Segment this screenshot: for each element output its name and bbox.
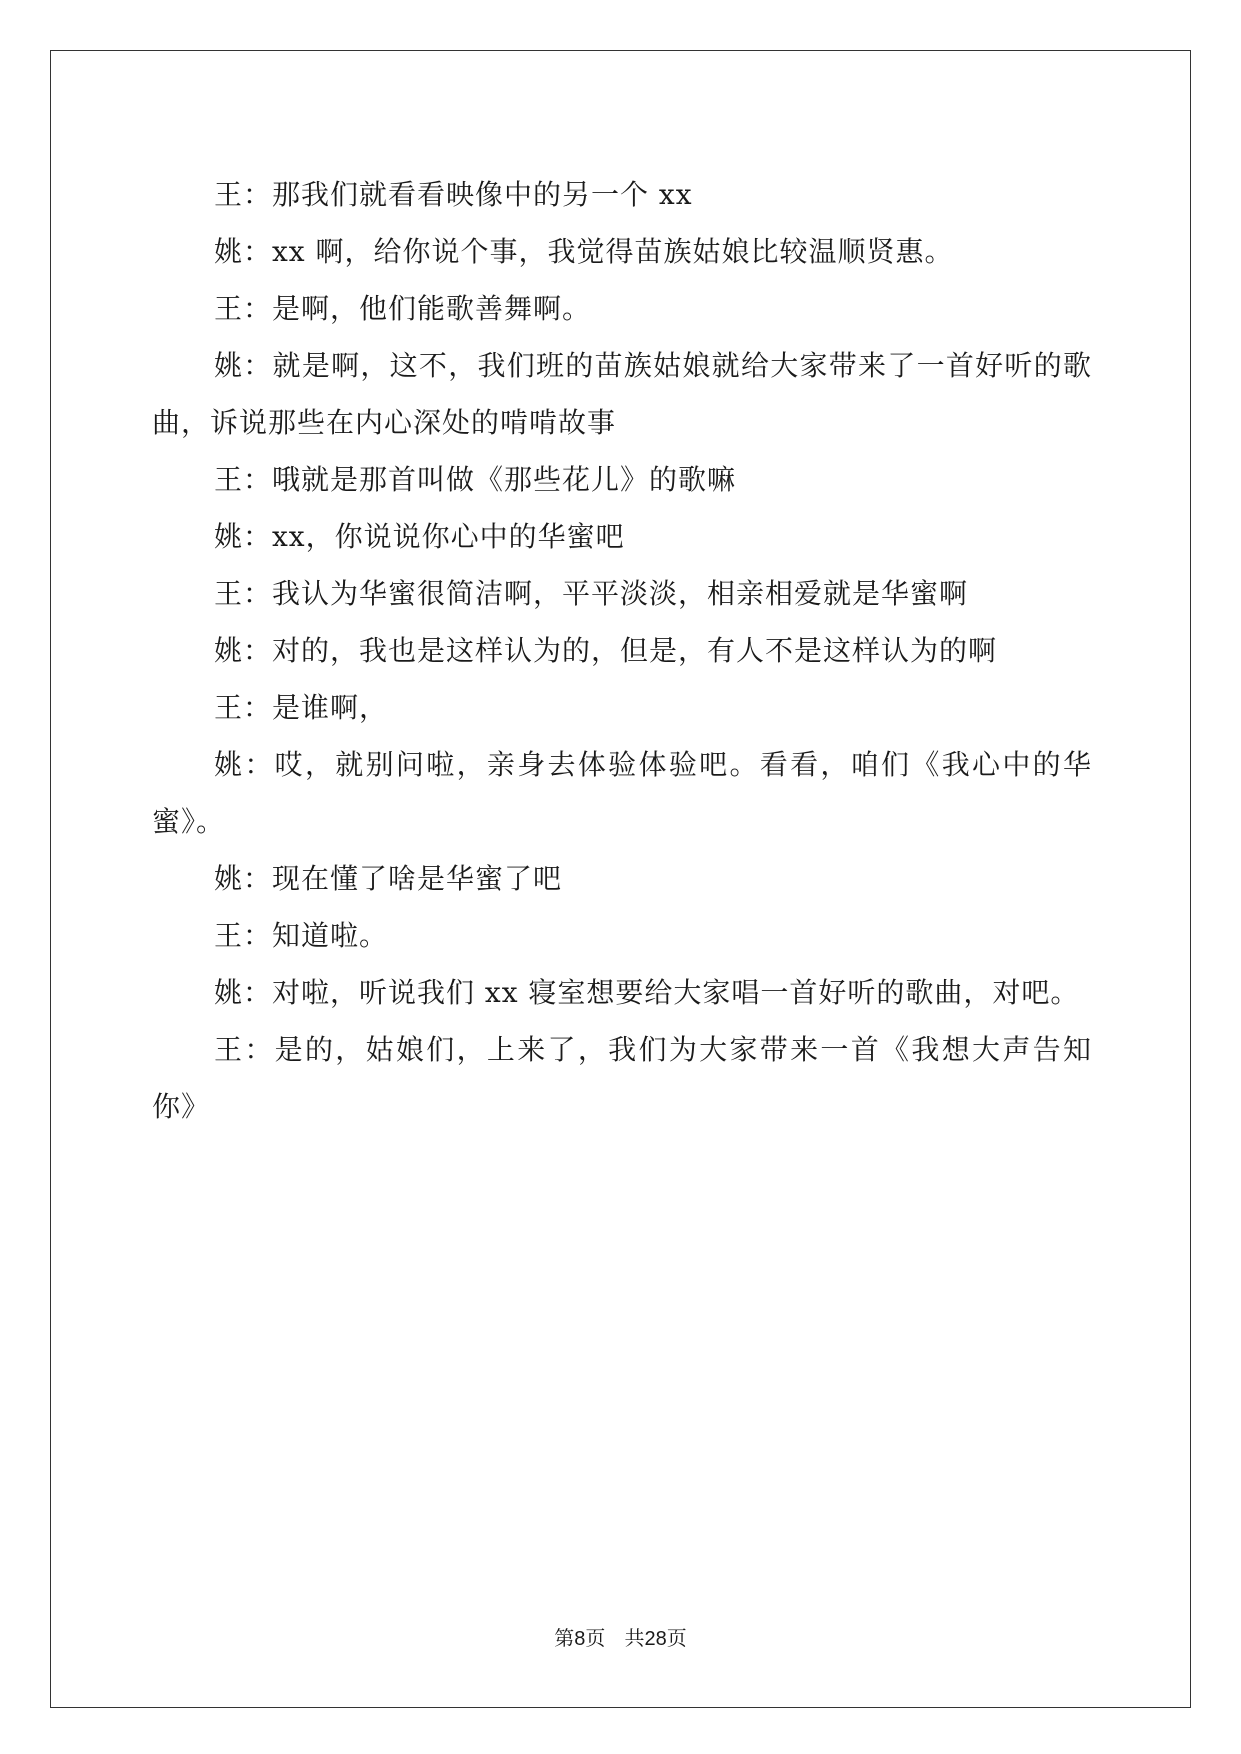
paragraph: 姚：对的，我也是这样认为的，但是，有人不是这样认为的啊: [214, 634, 998, 667]
paragraph: 姚：对啦，听说我们 xx 寝室想要给大家唱一首好听的歌曲，对吧。: [214, 976, 1080, 1009]
paragraph: 姚：哎，就别问啦，亲身去体验体验吧。看看，咱们《我心中的华蜜》。: [152, 748, 1092, 838]
page-footer: [0, 1626, 1241, 1651]
page-prefix: 第: [554, 1626, 575, 1650]
total-pages: 28: [644, 1628, 667, 1650]
page-suffix: 页: [585, 1626, 606, 1650]
paragraph: 姚：现在懂了啥是华蜜了吧: [214, 862, 563, 895]
paragraph: 王：我认为华蜜很简洁啊，平平淡淡，相亲相爱就是华蜜啊: [214, 577, 969, 610]
document-body: [152, 166, 1092, 1135]
paragraph: 王：是的，姑娘们，上来了，我们为大家带来一首《我想大声告知你》: [152, 1033, 1092, 1123]
paragraph: 王：是啊，他们能歌善舞啊。: [214, 292, 592, 325]
total-suffix: 页: [666, 1626, 687, 1650]
paragraph: 王：那我们就看看映像中的另一个 xx: [214, 178, 693, 211]
page-number: 8: [574, 1628, 586, 1650]
paragraph: 姚：xx，你说说你心中的华蜜吧: [214, 520, 625, 553]
paragraph: 姚：xx 啊，给你说个事，我觉得苗族姑娘比较温顺贤惠。: [214, 235, 954, 268]
paragraph: 姚：就是啊，这不，我们班的苗族姑娘就给大家带来了一首好听的歌曲，诉说那些在内心深处的啃啃故事: [152, 349, 1092, 439]
paragraph: 王：是谁啊，: [214, 691, 389, 724]
paragraph: 王：哦就是那首叫做《那些花儿》的歌嘛: [214, 463, 737, 496]
paragraph: 王：知道啦。: [214, 919, 389, 952]
total-prefix: 共: [624, 1626, 645, 1650]
